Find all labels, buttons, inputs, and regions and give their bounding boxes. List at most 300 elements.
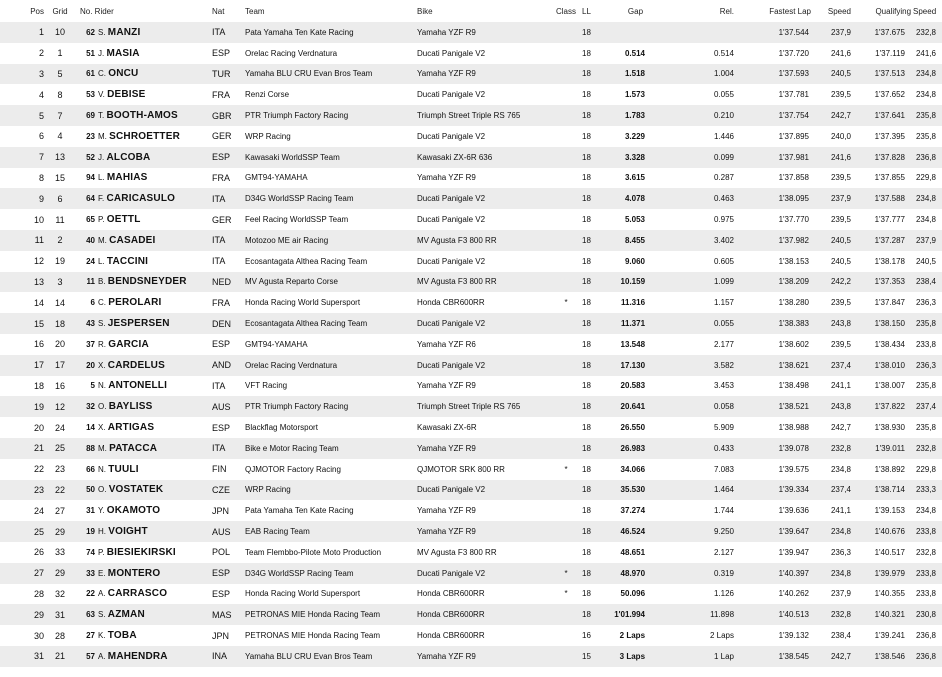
table-row (0, 209, 942, 230)
relative-gap: 2.127 (681, 542, 746, 563)
qualifying-time: 1'40.321 (857, 604, 913, 625)
grid-cell: 20 (48, 334, 72, 355)
rider-initial: F. (98, 194, 105, 204)
gap-value: 37.274 (610, 500, 681, 521)
bike-name: Yamaha YZF R9 (417, 64, 550, 85)
bike-name: Ducati Panigale V2 (417, 313, 550, 334)
class-marker (550, 396, 582, 417)
bike-name: Yamaha YZF R9 (417, 500, 550, 521)
pos-cell: 4 (0, 84, 48, 105)
fastest-lap-speed: 237,9 (817, 584, 857, 605)
pos-cell: 13 (0, 272, 48, 293)
table-row (0, 147, 942, 168)
rider-initial: R. (98, 339, 106, 349)
qualifying-speed: 241,6 (913, 43, 942, 64)
rider-surname: MASIA (106, 47, 140, 59)
fastest-lap-speed: 237,9 (817, 188, 857, 209)
laps-led: 18 (582, 251, 610, 272)
laps-led: 18 (582, 438, 610, 459)
grid-cell: 21 (48, 646, 72, 667)
rider-surname: PEROLARI (108, 297, 162, 309)
grid-cell: 19 (48, 251, 72, 272)
table-row (0, 417, 942, 438)
pos-cell: 25 (0, 521, 48, 542)
grid-cell: 10 (48, 22, 72, 43)
fastest-lap: 1'38.383 (746, 313, 817, 334)
table-row (0, 43, 942, 64)
rider-surname: CARDELUS (107, 359, 165, 371)
fastest-lap: 1'37.895 (746, 126, 817, 147)
nationality: FIN (212, 459, 241, 480)
relative-gap: 1.744 (681, 500, 746, 521)
qualifying-speed: 234,8 (913, 209, 942, 230)
nationality: POL (212, 542, 241, 563)
rider-name (98, 105, 212, 126)
table-row (0, 272, 942, 293)
rider-initial: X. (98, 360, 106, 370)
header-bike: Bike (417, 6, 433, 16)
qualifying-speed: 236,8 (913, 147, 942, 168)
qualifying-speed: 234,8 (913, 188, 942, 209)
pos-cell: 10 (0, 209, 48, 230)
qualifying-speed: 238,4 (913, 272, 942, 293)
fastest-lap-speed: 241,6 (817, 43, 857, 64)
fastest-lap: 1'39.636 (746, 500, 817, 521)
rider-surname: PATACCA (109, 442, 158, 454)
team-name: Yamaha BLU CRU Evan Bros Team (241, 64, 417, 85)
rider-initial: A. (98, 589, 106, 599)
qualifying-time: 1'39.241 (857, 625, 913, 646)
laps-led: 18 (582, 334, 610, 355)
fastest-lap-speed: 240,5 (817, 64, 857, 85)
pos-cell: 30 (0, 625, 48, 646)
qualifying-time: 1'37.777 (857, 209, 913, 230)
gap-value: 11.371 (610, 313, 681, 334)
qualifying-speed: 233,8 (913, 334, 942, 355)
rider-number: 14 (72, 417, 98, 438)
nationality: AUS (212, 396, 241, 417)
rider-surname: OETTL (106, 214, 141, 226)
class-marker (550, 209, 582, 230)
rider-initial: B. (98, 277, 106, 287)
nationality: ITA (212, 251, 241, 272)
grid-cell: 16 (48, 376, 72, 397)
grid-cell: 3 (48, 272, 72, 293)
team-name: WRP Racing (241, 126, 417, 147)
pos-cell: 21 (0, 438, 48, 459)
rider-name (98, 542, 212, 563)
header-team: Team (245, 6, 265, 16)
rider-name (98, 251, 212, 272)
fastest-lap: 1'37.982 (746, 230, 817, 251)
grid-cell: 7 (48, 105, 72, 126)
fastest-lap: 1'39.647 (746, 521, 817, 542)
rider-number: 57 (72, 646, 98, 667)
team-name: Honda Racing World Supersport (241, 292, 417, 313)
bike-name: Ducati Panigale V2 (417, 251, 550, 272)
grid-cell: 23 (48, 459, 72, 480)
rider-initial: L. (98, 173, 105, 183)
bike-name: MV Agusta F3 800 RR (417, 542, 550, 563)
rider-initial: T. (98, 111, 105, 121)
qualifying-time: 1'38.714 (857, 480, 913, 501)
rider-number: 33 (72, 563, 98, 584)
fastest-lap-speed: 242,7 (817, 105, 857, 126)
class-marker (550, 521, 582, 542)
grid-cell: 5 (48, 64, 72, 85)
rider-initial: M. (98, 235, 107, 245)
team-name: GMT94-YAMAHA (241, 334, 417, 355)
fastest-lap: 1'39.947 (746, 542, 817, 563)
qualifying-speed: 229,8 (913, 168, 942, 189)
fastest-lap: 1'38.153 (746, 251, 817, 272)
rider-number: 40 (72, 230, 98, 251)
rider-number: 63 (72, 604, 98, 625)
qualifying-speed: 229,8 (913, 459, 942, 480)
grid-cell: 14 (48, 292, 72, 313)
rider-surname: MANZI (107, 26, 141, 38)
rider-name (98, 584, 212, 605)
rider-surname: OKAMOTO (106, 505, 161, 517)
fastest-lap: 1'37.544 (746, 22, 817, 43)
pos-cell: 8 (0, 168, 48, 189)
team-name: PTR Triumph Factory Racing (241, 396, 417, 417)
fastest-lap-speed: 241,1 (817, 376, 857, 397)
rider-name (98, 209, 212, 230)
rider-initial: E. (98, 568, 106, 578)
table-row (0, 126, 942, 147)
rider-surname: GARCIA (108, 338, 149, 350)
team-name: Honda Racing World Supersport (241, 584, 417, 605)
laps-led: 18 (582, 230, 610, 251)
rider-surname: BENDSNEYDER (107, 276, 187, 288)
relative-gap: 5.909 (681, 417, 746, 438)
class-marker (550, 417, 582, 438)
qualifying-speed: 235,8 (913, 126, 942, 147)
laps-led: 18 (582, 126, 610, 147)
rider-name (98, 417, 212, 438)
rider-name (98, 355, 212, 376)
fastest-lap-speed: 241,1 (817, 500, 857, 521)
class-marker (550, 438, 582, 459)
rider-surname: CASADEI (109, 234, 156, 246)
rider-number: 6 (72, 292, 98, 313)
laps-led: 16 (582, 625, 610, 646)
rider-name (98, 521, 212, 542)
qualifying-speed: 234,8 (913, 84, 942, 105)
qualifying-speed: 236,3 (913, 355, 942, 376)
table-row (0, 500, 942, 521)
relative-gap: 0.463 (681, 188, 746, 209)
rider-initial: M. (98, 443, 107, 453)
relative-gap: 7.083 (681, 459, 746, 480)
grid-cell: 28 (48, 625, 72, 646)
nationality: FRA (212, 168, 241, 189)
rider-initial: V. (98, 90, 105, 100)
class-marker (550, 542, 582, 563)
gap-value: 3.615 (610, 168, 681, 189)
rider-name (98, 22, 212, 43)
bike-name: Kawasaki ZX-6R (417, 417, 550, 438)
header-no-rider: No. Rider (80, 6, 114, 16)
grid-cell: 18 (48, 313, 72, 334)
relative-gap: 0.433 (681, 438, 746, 459)
gap-value: 48.651 (610, 542, 681, 563)
bike-name: Yamaha YZF R9 (417, 646, 550, 667)
fastest-lap-speed: 236,3 (817, 542, 857, 563)
nationality: ESP (212, 147, 241, 168)
rider-name (98, 459, 212, 480)
qualifying-speed: 236,8 (913, 646, 942, 667)
gap-value: 17.130 (610, 355, 681, 376)
gap-value: 2 Laps (610, 625, 681, 646)
rider-surname: TOBA (107, 630, 137, 641)
fastest-lap-speed: 232,8 (817, 604, 857, 625)
bike-name: Triumph Street Triple RS 765 (417, 396, 550, 417)
rider-initial: S. (98, 610, 106, 620)
class-marker: * (550, 292, 582, 313)
fastest-lap: 1'38.988 (746, 417, 817, 438)
rider-number: 19 (72, 521, 98, 542)
table-row (0, 84, 942, 105)
fastest-lap-speed: 240,5 (817, 251, 857, 272)
table-row (0, 625, 942, 646)
laps-led: 18 (582, 500, 610, 521)
class-marker (550, 251, 582, 272)
qualifying-time: 1'37.675 (857, 22, 913, 43)
pos-cell: 20 (0, 417, 48, 438)
rider-name (98, 334, 212, 355)
team-name: Ecosantagata Althea Racing Team (241, 251, 417, 272)
rider-name (98, 272, 212, 293)
rider-name (98, 396, 212, 417)
pos-cell: 12 (0, 251, 48, 272)
table-row (0, 376, 942, 397)
rider-name (98, 480, 212, 501)
fastest-lap: 1'37.770 (746, 209, 817, 230)
fastest-lap: 1'37.593 (746, 64, 817, 85)
laps-led: 18 (582, 459, 610, 480)
nationality: ITA (212, 438, 241, 459)
pos-cell: 24 (0, 500, 48, 521)
qualifying-speed: 232,8 (913, 22, 942, 43)
gap-value: 10.159 (610, 272, 681, 293)
relative-gap: 0.287 (681, 168, 746, 189)
rider-name (98, 313, 212, 334)
class-marker (550, 500, 582, 521)
rider-initial: N. (98, 464, 106, 474)
class-marker (550, 625, 582, 646)
rider-initial: X. (98, 423, 106, 433)
rider-surname: TUULI (108, 463, 139, 475)
pos-cell: 16 (0, 334, 48, 355)
relative-gap: 0.210 (681, 105, 746, 126)
class-marker (550, 43, 582, 64)
rider-number: 62 (72, 22, 98, 43)
qualifying-time: 1'37.847 (857, 292, 913, 313)
rider-surname: BAYLISS (108, 401, 153, 413)
gap-value: 5.053 (610, 209, 681, 230)
rider-initial: P. (98, 547, 105, 557)
relative-gap: 1.446 (681, 126, 746, 147)
rider-surname: VOIGHT (108, 526, 148, 538)
rider-initial: J. (98, 48, 105, 58)
rider-name (98, 64, 212, 85)
rider-name (98, 376, 212, 397)
rider-name (98, 646, 212, 667)
fastest-lap-speed: 241,6 (817, 147, 857, 168)
bike-name: Ducati Panigale V2 (417, 209, 550, 230)
laps-led: 18 (582, 584, 610, 605)
fastest-lap-speed: 242,7 (817, 417, 857, 438)
rider-number: 31 (72, 500, 98, 521)
rider-initial: J. (98, 152, 105, 162)
rider-surname: ONCU (108, 68, 139, 80)
qualifying-speed: 240,5 (913, 251, 942, 272)
pos-cell: 7 (0, 147, 48, 168)
rider-name (98, 230, 212, 251)
table-row (0, 355, 942, 376)
laps-led: 18 (582, 147, 610, 168)
qualifying-time: 1'38.007 (857, 376, 913, 397)
class-marker (550, 376, 582, 397)
class-marker (550, 188, 582, 209)
relative-gap: 0.975 (681, 209, 746, 230)
rider-surname: MAHENDRA (107, 650, 168, 662)
rider-number: 64 (72, 188, 98, 209)
bike-name: Honda CBR600RR (417, 604, 550, 625)
laps-led: 18 (582, 604, 610, 625)
fastest-lap-speed: 234,8 (817, 521, 857, 542)
rider-name (98, 604, 212, 625)
pos-cell: 26 (0, 542, 48, 563)
nationality: GBR (212, 105, 241, 126)
fastest-lap: 1'38.498 (746, 376, 817, 397)
fastest-lap-speed: 232,8 (817, 438, 857, 459)
pos-cell: 5 (0, 105, 48, 126)
rider-number: 27 (72, 625, 98, 646)
table-row (0, 22, 942, 43)
rider-name (98, 438, 212, 459)
relative-gap: 1.004 (681, 64, 746, 85)
header-speed-2: Speed (913, 6, 937, 16)
class-marker (550, 272, 582, 293)
grid-cell: 11 (48, 209, 72, 230)
rider-name (98, 84, 212, 105)
bike-name: Ducati Panigale V2 (417, 43, 550, 64)
rider-initial: P. (98, 215, 105, 225)
fastest-lap: 1'37.858 (746, 168, 817, 189)
gap-value: 13.548 (610, 334, 681, 355)
team-name: Pata Yamaha Ten Kate Racing (241, 500, 417, 521)
team-name: Renzi Corse (241, 84, 417, 105)
fastest-lap: 1'37.720 (746, 43, 817, 64)
class-marker (550, 313, 582, 334)
team-name: MV Agusta Reparto Corse (241, 272, 417, 293)
team-name: GMT94-YAMAHA (241, 168, 417, 189)
rider-name (98, 188, 212, 209)
team-name: D34G WorldSSP Racing Team (241, 563, 417, 584)
fastest-lap-speed: 239,5 (817, 84, 857, 105)
qualifying-speed: 237,4 (913, 396, 942, 417)
table-row (0, 188, 942, 209)
grid-cell: 6 (48, 188, 72, 209)
bike-name: MV Agusta F3 800 RR (417, 230, 550, 251)
fastest-lap: 1'37.981 (746, 147, 817, 168)
header-qualifying: Qualifying (875, 6, 912, 16)
rider-number: 43 (72, 313, 98, 334)
laps-led: 18 (582, 272, 610, 293)
table-row (0, 542, 942, 563)
qualifying-time: 1'37.353 (857, 272, 913, 293)
qualifying-speed: 235,8 (913, 105, 942, 126)
rider-name (98, 563, 212, 584)
rider-initial: S. (98, 27, 106, 37)
grid-cell: 1 (48, 43, 72, 64)
rider-name (98, 292, 212, 313)
rider-initial: M. (98, 131, 107, 141)
bike-name: Yamaha YZF R9 (417, 22, 550, 43)
team-name: VFT Racing (241, 376, 417, 397)
team-name: Kawasaki WorldSSP Team (241, 147, 417, 168)
rider-number: 94 (72, 168, 98, 189)
qualifying-time: 1'40.355 (857, 584, 913, 605)
rider-number: 69 (72, 105, 98, 126)
laps-led: 18 (582, 209, 610, 230)
relative-gap: 9.250 (681, 521, 746, 542)
rider-initial: O. (98, 402, 107, 412)
table-row (0, 521, 942, 542)
rider-initial: O. (98, 485, 107, 495)
pos-cell: 18 (0, 376, 48, 397)
bike-name: Ducati Panigale V2 (417, 563, 550, 584)
pos-cell: 28 (0, 584, 48, 605)
nationality: ITA (212, 376, 241, 397)
fastest-lap: 1'40.513 (746, 604, 817, 625)
grid-cell: 27 (48, 500, 72, 521)
fastest-lap: 1'37.754 (746, 105, 817, 126)
qualifying-speed: 235,8 (913, 417, 942, 438)
rider-surname: CARICASULO (106, 193, 176, 205)
nationality: JPN (212, 625, 241, 646)
relative-gap: 1.464 (681, 480, 746, 501)
nationality: ITA (212, 22, 241, 43)
gap-value: 35.530 (610, 480, 681, 501)
bike-name: Honda CBR600RR (417, 584, 550, 605)
qualifying-time: 1'37.822 (857, 396, 913, 417)
bike-name: MV Agusta F3 800 RR (417, 272, 550, 293)
laps-led: 18 (582, 521, 610, 542)
table-row (0, 313, 942, 334)
class-marker (550, 168, 582, 189)
rider-number: 23 (72, 126, 98, 147)
qualifying-time: 1'38.892 (857, 459, 913, 480)
pos-cell: 1 (0, 22, 48, 43)
table-header (0, 0, 942, 22)
qualifying-time: 1'38.150 (857, 313, 913, 334)
grid-cell: 15 (48, 168, 72, 189)
relative-gap: 3.453 (681, 376, 746, 397)
laps-led: 18 (582, 22, 610, 43)
nationality: ITA (212, 230, 241, 251)
pos-cell: 22 (0, 459, 48, 480)
relative-gap: 1 Lap (681, 646, 746, 667)
pos-cell: 14 (0, 292, 48, 313)
rider-surname: MONTERO (107, 567, 161, 579)
team-name: PETRONAS MIE Honda Racing Team (241, 604, 417, 625)
qualifying-time: 1'37.588 (857, 188, 913, 209)
table-row (0, 230, 942, 251)
